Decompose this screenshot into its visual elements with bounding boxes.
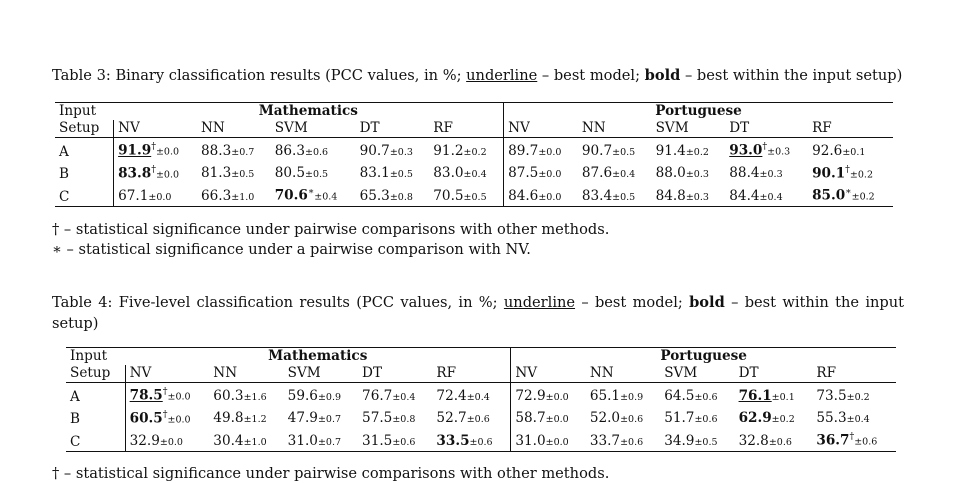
cell-value: 85.0 <box>812 187 846 204</box>
math-cell-dt <box>356 161 430 184</box>
math-cell-rf <box>432 383 510 406</box>
cell-std: ±0.1 <box>771 391 795 403</box>
cell-std: ±0.5 <box>612 146 636 158</box>
cell-std: ±0.6 <box>620 414 644 426</box>
math-cell-dt <box>356 183 430 206</box>
group-portuguese: Portuguese <box>504 103 893 121</box>
cell-std: ±0.7 <box>317 436 342 448</box>
cell-value: 92.6 <box>812 142 843 159</box>
cell-std: ±0.4 <box>466 391 490 403</box>
method-header-nn: NN <box>589 365 614 381</box>
cell-value: 65.1 <box>589 387 621 404</box>
method-header-nv: NV <box>508 120 530 136</box>
group-mathematics: Mathematics <box>114 103 504 121</box>
cell-std: ±0.6 <box>620 436 644 448</box>
cell-value: 83.0 <box>433 165 464 182</box>
math-cell-dt <box>358 428 432 451</box>
table4-header-row-2 <box>66 365 896 383</box>
cell-value: 31.5 <box>362 432 393 449</box>
table-row <box>55 161 893 184</box>
setup-label: B <box>66 406 125 429</box>
cell-std: ±0.4 <box>314 191 338 203</box>
cell-std: ±0.5 <box>463 191 487 203</box>
cell-value: 51.7 <box>664 410 695 427</box>
cell-value: 84.8 <box>655 187 686 204</box>
cell-std: ±0.1 <box>842 146 866 158</box>
method-header-nn: NN <box>581 120 606 136</box>
cell-std: ±0.0 <box>545 414 569 426</box>
port-cell-rf <box>812 406 896 429</box>
method-header-nv: NV <box>118 120 140 136</box>
table4-caption-text-c: – best within the input setup) <box>52 294 905 332</box>
math-cell-nv <box>125 406 209 429</box>
cell-std: ±0.2 <box>771 414 795 426</box>
cell-std: ±0.0 <box>167 414 191 426</box>
cell-value: 52.7 <box>436 410 467 427</box>
cell-value: 49.8 <box>213 410 244 427</box>
cell-value: 33.5 <box>436 432 470 449</box>
cell-value: 91.9 <box>118 142 152 159</box>
math-cell-rf <box>429 161 503 184</box>
table4-caption <box>52 292 904 334</box>
cell-value: 90.1 <box>812 165 846 182</box>
group-mathematics: Mathematics <box>125 348 511 366</box>
cell-std: ±0.0 <box>538 191 562 203</box>
table-row <box>55 138 893 161</box>
cell-std: ±0.4 <box>463 169 487 181</box>
cell-std: ±0.4 <box>392 391 416 403</box>
table4-caption-bold-word: bold <box>689 294 725 311</box>
cell-std: ±0.6 <box>694 391 718 403</box>
cell-value: 32.8 <box>738 432 769 449</box>
table3-caption <box>52 65 904 86</box>
port-cell-nv <box>511 406 586 429</box>
math-cell-nn <box>209 383 283 406</box>
cell-value: 91.2 <box>433 142 464 159</box>
cell-value: 30.4 <box>213 432 244 449</box>
cell-value: 83.4 <box>581 187 613 204</box>
cell-value: 57.5 <box>362 410 393 427</box>
cell-value: 91.4 <box>655 142 686 159</box>
cell-std: ±0.0 <box>545 436 569 448</box>
cell-std: ±0.6 <box>768 436 792 448</box>
port-cell-nv <box>511 428 586 451</box>
significance-mark: † <box>762 141 768 152</box>
math-cell-dt <box>358 383 432 406</box>
port-cell-svm <box>660 428 734 451</box>
math-cell-svm <box>271 161 356 184</box>
port-cell-nv <box>504 183 578 206</box>
table4-caption-underline-word: underline <box>503 294 576 311</box>
cell-value: 78.5 <box>129 387 163 404</box>
table3-caption-bold-word: bold <box>644 67 681 84</box>
setup-label: C <box>66 428 125 451</box>
cell-value: 31.0 <box>287 432 318 449</box>
cell-value: 89.7 <box>508 142 539 159</box>
cell-value: 76.7 <box>362 387 393 404</box>
cell-std: ±0.2 <box>685 146 709 158</box>
method-header-svm: SVM <box>274 120 308 136</box>
cell-std: ±0.7 <box>317 414 342 426</box>
port-cell-dt <box>735 406 813 429</box>
cell-value: 93.0 <box>729 142 763 159</box>
cell-value: 70.6 <box>274 187 308 204</box>
table-row <box>55 183 893 206</box>
cell-value: 47.9 <box>287 410 318 427</box>
best-model-underline <box>729 143 762 159</box>
cell-value: 86.3 <box>274 142 305 159</box>
table4-header-row-1 <box>66 348 896 366</box>
significance-mark: † <box>845 163 850 175</box>
cell-std: ±1.2 <box>243 414 267 426</box>
cell-std: ±0.0 <box>155 146 180 158</box>
port-cell-dt <box>725 183 808 206</box>
cell-value: 34.9 <box>664 432 695 449</box>
cell-value: 88.3 <box>201 142 232 159</box>
math-cell-rf <box>429 138 503 161</box>
cell-value: 59.6 <box>287 387 318 404</box>
math-cell-nv <box>125 428 209 451</box>
method-header-nn: NN <box>213 365 238 381</box>
cell-value: 90.7 <box>359 142 390 159</box>
table3-caption-label: Table 3: <box>52 67 111 84</box>
math-cell-rf <box>432 406 510 429</box>
cell-value: 52.0 <box>589 410 621 427</box>
math-cell-nv <box>114 161 197 184</box>
table3-caption-underline-word: underline <box>466 67 538 84</box>
math-cell-nn <box>197 138 271 161</box>
port-cell-rf <box>812 428 896 451</box>
significance-mark: † <box>151 163 156 175</box>
cell-std: ±0.6 <box>854 436 878 448</box>
table4 <box>66 347 896 452</box>
method-header-dt: DT <box>362 365 383 381</box>
cell-value: 55.3 <box>816 410 847 427</box>
method-header-dt: DT <box>738 365 759 381</box>
table3-caption-text-b: – best model; <box>541 67 641 84</box>
cell-value: 36.7 <box>816 432 850 449</box>
cell-std: ±0.8 <box>389 191 413 203</box>
method-header-svm: SVM <box>655 120 689 136</box>
port-cell-dt <box>735 383 813 406</box>
method-header-dt: DT <box>729 120 750 136</box>
cell-value: 84.4 <box>729 187 760 204</box>
math-cell-svm <box>284 406 358 429</box>
math-cell-nv <box>125 383 209 406</box>
cell-value: 65.3 <box>359 187 390 204</box>
method-header-rf: RF <box>429 120 503 138</box>
cell-value: 80.5 <box>274 165 305 182</box>
cell-value: 83.1 <box>359 165 390 182</box>
cell-std: ±1.0 <box>243 436 267 448</box>
cell-value: 87.6 <box>581 165 613 182</box>
math-cell-rf <box>432 428 510 451</box>
dagger-footnote: † – statistical significance under pairwise comparisons with other methods. <box>52 221 610 238</box>
math-cell-svm <box>284 383 358 406</box>
method-header-rf: RF <box>432 365 510 383</box>
cell-std: ±0.3 <box>389 146 413 158</box>
cell-std: ±0.3 <box>759 169 783 181</box>
port-cell-rf <box>808 138 893 161</box>
significance-mark: † <box>151 141 156 152</box>
significance-mark: † <box>162 386 168 397</box>
input-header: Input <box>55 103 114 121</box>
cell-value: 90.7 <box>581 142 613 159</box>
table-row <box>66 406 896 429</box>
port-cell-dt <box>725 138 808 161</box>
cell-value: 66.3 <box>201 187 232 204</box>
port-cell-dt <box>725 161 808 184</box>
cell-std: ±0.3 <box>767 146 791 158</box>
cell-std: ±0.0 <box>545 391 569 403</box>
cell-value: 67.1 <box>118 187 149 204</box>
cell-std: ±0.6 <box>304 146 329 158</box>
method-header-nv: NV <box>515 365 538 381</box>
best-model-underline <box>739 388 772 404</box>
best-model-underline <box>118 143 151 159</box>
cell-std: ±0.4 <box>846 414 870 426</box>
group-portuguese: Portuguese <box>511 348 896 366</box>
setup-label: C <box>55 183 114 206</box>
cell-std: ±0.9 <box>620 391 644 403</box>
setup-label: B <box>55 161 114 184</box>
significance-mark: ∗ <box>307 186 315 198</box>
cell-value: 64.5 <box>664 387 695 404</box>
port-cell-svm <box>652 138 726 161</box>
cell-std: ±0.3 <box>685 169 709 181</box>
port-cell-rf <box>808 183 893 206</box>
cell-std: ±0.0 <box>538 169 562 181</box>
cell-std: ±0.2 <box>851 191 875 203</box>
math-cell-nn <box>209 406 283 429</box>
cell-std: ±0.2 <box>846 391 870 403</box>
setup-header: Setup <box>55 120 114 138</box>
port-cell-nn <box>578 138 652 161</box>
cell-value: 58.7 <box>515 410 546 427</box>
method-header-svm: SVM <box>287 365 321 381</box>
cell-std: ±0.0 <box>148 191 172 203</box>
cell-std: ±0.0 <box>155 169 180 181</box>
method-header-rf: RF <box>816 365 837 381</box>
cell-std: ±0.9 <box>317 391 342 403</box>
table-row <box>66 428 896 451</box>
math-cell-nv <box>114 138 197 161</box>
method-header-svm: SVM <box>664 365 698 381</box>
table4-caption-text-a: Five-level classification results (PCC values, in %; <box>118 294 498 311</box>
cell-std: ±1.0 <box>231 191 255 203</box>
table4-caption-text-b: – best model; <box>581 294 683 311</box>
table3-header-row-1 <box>55 103 893 121</box>
port-cell-rf <box>812 383 896 406</box>
input-header: Input <box>66 348 125 366</box>
cell-value: 81.3 <box>201 165 232 182</box>
port-cell-svm <box>652 183 726 206</box>
math-cell-dt <box>358 406 432 429</box>
math-cell-dt <box>356 138 430 161</box>
cell-value: 60.5 <box>129 410 163 427</box>
cell-value: 73.5 <box>816 387 847 404</box>
cell-value: 88.4 <box>729 165 760 182</box>
port-cell-svm <box>660 383 734 406</box>
cell-value: 76.1 <box>738 387 772 404</box>
cell-std: ±0.3 <box>685 191 709 203</box>
port-cell-svm <box>660 406 734 429</box>
significance-mark: ∗ <box>845 186 852 198</box>
table3 <box>55 102 893 207</box>
cell-std: ±0.6 <box>392 436 416 448</box>
cell-std: ±0.5 <box>231 169 255 181</box>
cell-std: ±1.6 <box>243 391 267 403</box>
method-header-nn: NN <box>201 120 225 136</box>
cell-value: 88.0 <box>655 165 686 182</box>
cell-value: 72.4 <box>436 387 467 404</box>
cell-std: ±0.4 <box>759 191 783 203</box>
port-cell-svm <box>652 161 726 184</box>
cell-std: ±0.0 <box>167 391 191 403</box>
cell-std: ±0.7 <box>231 146 255 158</box>
star-footnote: ∗ – statistical significance under a pairwise comparison with NV. <box>52 241 531 258</box>
cell-std: ±0.5 <box>612 191 636 203</box>
cell-std: ±0.6 <box>466 414 490 426</box>
setup-header: Setup <box>66 365 125 383</box>
cell-value: 31.0 <box>515 432 546 449</box>
cell-value: 84.6 <box>508 187 539 204</box>
cell-std: ±0.5 <box>389 169 413 181</box>
cell-value: 32.9 <box>129 432 160 449</box>
port-cell-nn <box>586 406 660 429</box>
math-cell-nn <box>197 161 271 184</box>
cell-value: 83.8 <box>118 165 152 182</box>
cell-value: 87.5 <box>508 165 539 182</box>
cell-std: ±0.5 <box>694 436 718 448</box>
cell-std: ±0.6 <box>469 436 493 448</box>
port-cell-nn <box>586 383 660 406</box>
setup-label: A <box>55 138 114 161</box>
cell-std: ±0.6 <box>694 414 718 426</box>
cell-value: 70.5 <box>433 187 464 204</box>
math-cell-svm <box>271 138 356 161</box>
cell-std: ±0.0 <box>159 436 183 448</box>
cell-std: ±0.5 <box>304 169 329 181</box>
math-cell-nn <box>209 428 283 451</box>
cell-value: 33.7 <box>589 432 621 449</box>
port-cell-nn <box>586 428 660 451</box>
cell-value: 62.9 <box>738 410 772 427</box>
table-row <box>66 383 896 406</box>
cell-std: ±0.8 <box>392 414 416 426</box>
method-header-rf: RF <box>812 120 832 136</box>
method-header-nv: NV <box>129 365 152 381</box>
table3-caption-text-c: – best within the input setup) <box>684 67 903 84</box>
port-cell-rf <box>808 161 893 184</box>
math-cell-nn <box>197 183 271 206</box>
math-cell-rf <box>429 183 503 206</box>
port-cell-nv <box>511 383 586 406</box>
table4-caption-label: Table 4: <box>52 294 113 311</box>
math-cell-svm <box>271 183 356 206</box>
method-header-dt: DT <box>359 120 380 136</box>
port-cell-nn <box>578 161 652 184</box>
significance-mark: † <box>849 431 855 443</box>
port-cell-nn <box>578 183 652 206</box>
math-cell-nv <box>114 183 197 206</box>
cell-value: 60.3 <box>213 387 244 404</box>
cell-std: ±0.2 <box>463 146 487 158</box>
table3-caption-text-a: Binary classification results (PCC values, in %; <box>115 67 462 84</box>
significance-mark: † <box>162 408 168 420</box>
cell-std: ±0.2 <box>849 169 873 181</box>
port-cell-nv <box>504 161 578 184</box>
port-cell-dt <box>735 428 813 451</box>
math-cell-svm <box>284 428 358 451</box>
setup-label: A <box>66 383 125 406</box>
cell-value: 72.9 <box>515 387 546 404</box>
cell-std: ±0.0 <box>538 146 562 158</box>
table3-header-row-2 <box>55 120 893 138</box>
port-cell-nv <box>504 138 578 161</box>
dagger-footnote-partial: † – statistical significance under pairwise comparisons with other methods. <box>52 465 610 482</box>
cell-std: ±0.4 <box>612 169 636 181</box>
best-model-underline <box>130 388 163 404</box>
